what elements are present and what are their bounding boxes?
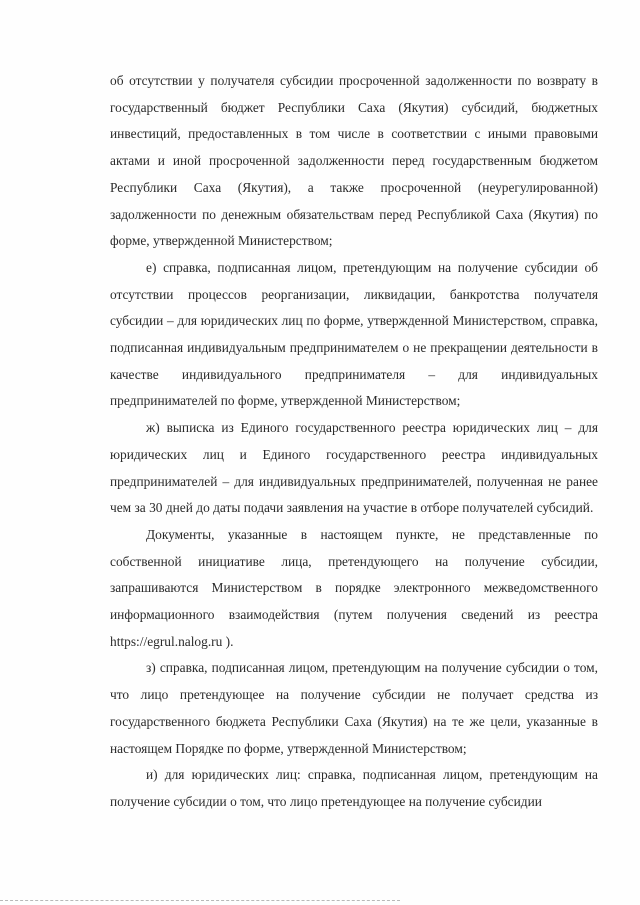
paragraph-arrears: об отсутствии у получателя субсидии просроченной задолженности по возврату в государственный бюджет Республики Саха (Якутия) субсидий, бюджетных инвестиций, предоставленных в том числе в соответствии с иными правовыми актами и иной просроченной задолженности перед государственным бюджетом Республики Саха (Якутия), а также просроченной (неурегулированной) задолженности по денежным обязательствам перед Республикой Саха (Якутия) по форме, утвержденной Министерством; [110,73,598,249]
paragraph-item-i: и) для юридических лиц: справка, подписанная лицом, претендующим на получение субсидии о том, что лицо претендующее на получение субсидии [110,767,598,809]
paragraph-item-z: з) справка, подписанная лицом, претендующим на получение субсидии о том, что лицо претендующее на получение субсидии не получает средства из государственного бюджета Республики Саха (Якутия) на те же цели, указанные в настоящем Порядке по форме, утвержденной Министерством; [110,660,598,756]
paragraph-item-e: е) справка, подписанная лицом, претендующим на получение субсидии об отсутствии процессов реорганизации, ликвидации, банкротства получателя субсидии – для юридических лиц по форме, утвержденной Министерством, справка, подписанная индивидуальным предпринимателем о не прекращении деятельности в качестве индивидуального предпринимателя – для индивидуальных предпринимателей по форме, утвержденной Министерством; [110,259,598,409]
page-bottom-edge [0,900,400,901]
document-body [110,68,598,816]
paragraph-item-zh: ж) выписка из Единого государственного реестра юридических лиц – для юридических лиц и Единого государственного реестра индивидуальных предпринимателей – для индивидуальных предпринимателей, полученная не ранее чем за 30 дней до даты подачи заявления на участие в отборе получателей субсидий. [110,420,598,516]
paragraph-documents-request: Документы, указанные в настоящем пункте, не представленные по собственной инициативе лица, претендующего на получение субсидии, запрашиваются Министерством в порядке электронного межведомственного информационного взаимодействия (путем получения сведений из реестра https://egrul.nalog.ru ). [110,526,598,649]
